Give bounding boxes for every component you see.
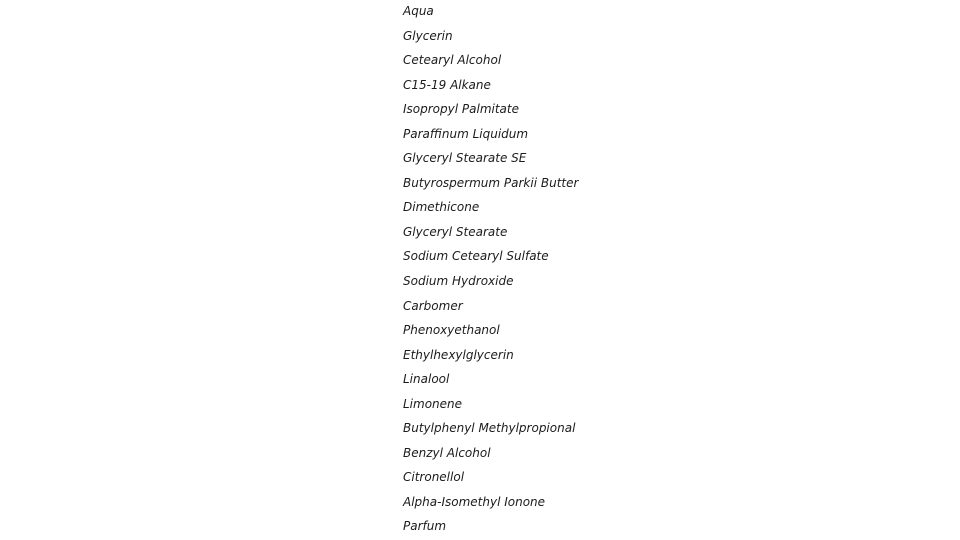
ingredient-item: Alpha-Isomethyl Ionone — [403, 494, 546, 509]
ingredient-item: Glycerin — [403, 28, 453, 43]
ingredient-item: Limonene — [403, 396, 463, 411]
ingredient-item: Aqua — [403, 4, 434, 18]
ingredient-item: Butylphenyl Methylpropional — [403, 421, 576, 436]
ingredient-item: Parfum — [403, 519, 447, 534]
ingredient-item: Sodium Hydroxide — [403, 274, 514, 289]
ingredient-item: Carbomer — [403, 298, 463, 313]
ingredient-list — [403, 0, 578, 540]
ingredient-item: C15-19 Alkane — [403, 77, 491, 92]
ingredient-item: Ethylhexylglycerin — [403, 347, 514, 362]
ingredient-item: Paraffinum Liquidum — [403, 126, 529, 141]
ingredient-item: Phenoxyethanol — [403, 323, 500, 338]
ingredient-item: Benzyl Alcohol — [403, 445, 491, 460]
ingredient-item: Linalool — [403, 372, 450, 387]
ingredient-item: Glyceryl Stearate — [403, 224, 508, 239]
ingredient-item: Isopropyl Palmitate — [403, 102, 519, 117]
ingredient-item: Cetearyl Alcohol — [403, 53, 502, 68]
ingredient-item: Butyrospermum Parkii Butter — [403, 175, 579, 190]
ingredient-item: Sodium Cetearyl Sulfate — [403, 249, 549, 264]
ingredient-item: Citronellol — [403, 470, 465, 485]
ingredient-item: Dimethicone — [403, 200, 480, 215]
ingredient-item: Glyceryl Stearate SE — [403, 151, 527, 166]
